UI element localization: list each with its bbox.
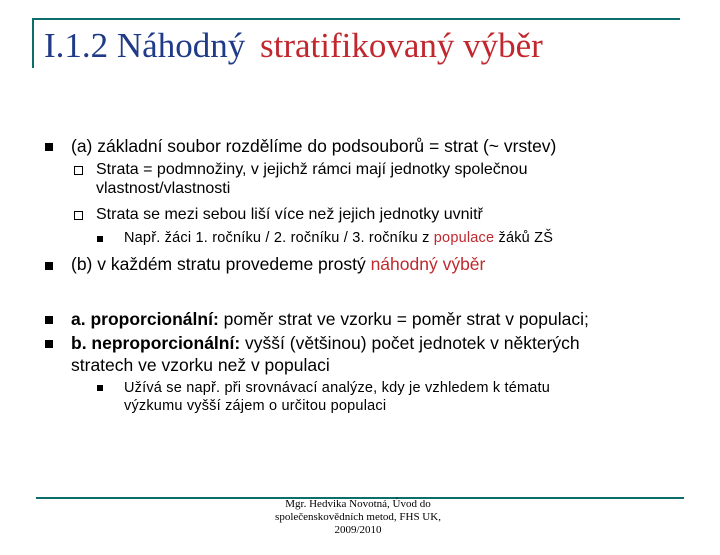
example-text-highlight: populace [433, 230, 495, 246]
strata-definition-line1: Strata = podmnožiny, v jejichž rámci mají jednotky společnou [96, 161, 528, 178]
sub-bullet-strata-differ: Strata se mezi sebou liší více než jejich jednotky uvnitř [96, 206, 483, 223]
bullet-marker [45, 340, 53, 348]
footer-line3: 2009/2010 [334, 524, 382, 536]
title-part-1: I.1.2 Náhodný [44, 26, 246, 65]
title-part-2: stratifikovaný výběr [259, 26, 543, 65]
bullet-b-start: (b) v každém stratu provedeme prostý [71, 254, 371, 274]
bullet-marker [45, 262, 53, 270]
bullet-marker [45, 143, 53, 151]
bullet-b-highlight: náhodný výběr [370, 254, 486, 274]
proportional-label: a. proporcionální: [71, 309, 219, 329]
footer-line2: společenskovědních metod, FHS UK, [275, 511, 441, 523]
footer-line1: Mgr. Hedvika Novotná, Úvod do [285, 498, 431, 510]
nonproportional-text [71, 332, 580, 376]
bullet-b-text [71, 253, 485, 275]
proportional-desc: poměr strat ve vzorku = poměr strat v populaci; [218, 309, 589, 329]
level3-bullet-marker [97, 236, 103, 242]
sub-bullet-strata-definition [96, 160, 527, 198]
nonproportional-desc-line2: stratech ve vzorku než v populaci [71, 355, 330, 375]
sub-bullet-marker [74, 166, 83, 175]
comparative-line2: výzkumu vyšší zájem o určitou populaci [124, 398, 387, 414]
nonproportional-label: b. neproporcionální: [71, 333, 241, 353]
level3-bullet-marker [97, 385, 103, 391]
bullet-a-text: (a) základní soubor rozdělíme do podsouborů = strat (~ vrstev) [71, 136, 557, 156]
example-text-end: žáků ZŠ [494, 230, 554, 246]
comparative-line1: Užívá se např. při srovnávací analýze, kdy je vzhledem k tématu [124, 380, 551, 396]
footer-credit [258, 498, 458, 537]
comparative-analysis-text [124, 379, 550, 415]
frame-left-line [32, 18, 34, 68]
frame-top-line [32, 18, 680, 20]
bullet-marker [45, 316, 53, 324]
sub-bullet-marker [74, 211, 83, 220]
example-strata-text [124, 229, 553, 247]
proportional-text [71, 308, 589, 330]
slide-title [44, 28, 543, 63]
strata-definition-line2: vlastnost/vlastnosti [96, 180, 231, 197]
example-text-start: Např. žáci 1. ročníku / 2. ročníku / 3. ročníku z [124, 230, 434, 246]
nonproportional-desc: vyšší (většinou) počet jednotek v některých [240, 333, 580, 353]
